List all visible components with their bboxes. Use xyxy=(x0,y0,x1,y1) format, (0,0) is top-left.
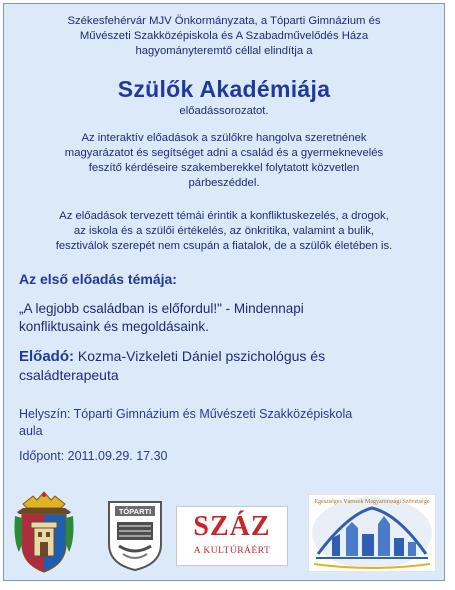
page-title: Szülők Akadémiája xyxy=(117,76,331,102)
paragraph-line: az iskola és a szülői értékelés, az önkritika, valamint a bulik, xyxy=(73,225,375,237)
paragraph-line: Az előadások tervezett témái érintik a konfliktuskezelés, a drogok, xyxy=(59,210,389,222)
szaz-logo-subtext: A KULTÚRÁÉRT xyxy=(193,546,271,556)
school-logo-icon xyxy=(105,498,165,572)
intro-line: hagyományteremtő céllal elindítja a xyxy=(135,45,313,57)
coat-of-arms-icon xyxy=(13,490,75,574)
speaker-name: Kozma-Vizkeleti Dániel pszichológus és xyxy=(74,348,326,364)
intro-line: Művészeti Szakközépiskola és A Szabadművelődés Háza xyxy=(79,30,369,42)
paragraph-line: magyarázatot és segítséget adni a család és a gyermeknevelés xyxy=(64,147,384,159)
topic-heading: Az első előadás témája: xyxy=(19,271,177,287)
poster xyxy=(3,3,445,581)
szaz-logo xyxy=(176,506,288,566)
school-logo-text: TÓPARTI xyxy=(118,507,152,516)
topic-text xyxy=(19,300,428,336)
intro-line: Székesfehérvár MJV Önkormányzata, a Tóparti Gimnázium és xyxy=(67,15,381,27)
venue-info xyxy=(19,406,428,440)
subtitle: előadássorozatot. xyxy=(179,105,269,117)
intro-text xyxy=(18,14,430,59)
event-time: Időpont: 2011.09.29. 17.30 xyxy=(19,449,168,463)
logo-strip xyxy=(4,490,444,576)
paragraph-line: feszítő kérdéseire szakemberekkel folytatott közvetlen xyxy=(88,162,360,174)
healthy-cities-logo-icon xyxy=(308,494,436,572)
paragraph-line: párbeszéddel. xyxy=(188,177,260,189)
speaker-role: családterapeuta xyxy=(19,367,119,383)
paragraph-line: fesztiválok szerepét nem csupán a fiatalok, de a szülők életében is. xyxy=(55,240,393,252)
speaker-info xyxy=(19,347,428,385)
speaker-label: Előadó: xyxy=(19,348,74,365)
topics-paragraph xyxy=(18,209,430,254)
description-paragraph xyxy=(24,131,424,191)
association-logo-text: Egészséges Városok Magyarországi Szövetsége xyxy=(314,499,430,505)
paragraph-line: Az interaktív előadások a szülőkre hangolva szeretnének xyxy=(81,132,367,144)
venue-line: Helyszín: Tóparti Gimnázium és Művészeti Szakközépiskola xyxy=(19,407,353,421)
topic-line: konfliktusaink és megoldásaink. xyxy=(19,319,209,334)
venue-line: aula xyxy=(19,424,43,438)
topic-line: „A legjobb családban is előfordul!" - Mindennapi xyxy=(19,301,304,316)
szaz-logo-text: SZÁZ xyxy=(193,511,271,542)
